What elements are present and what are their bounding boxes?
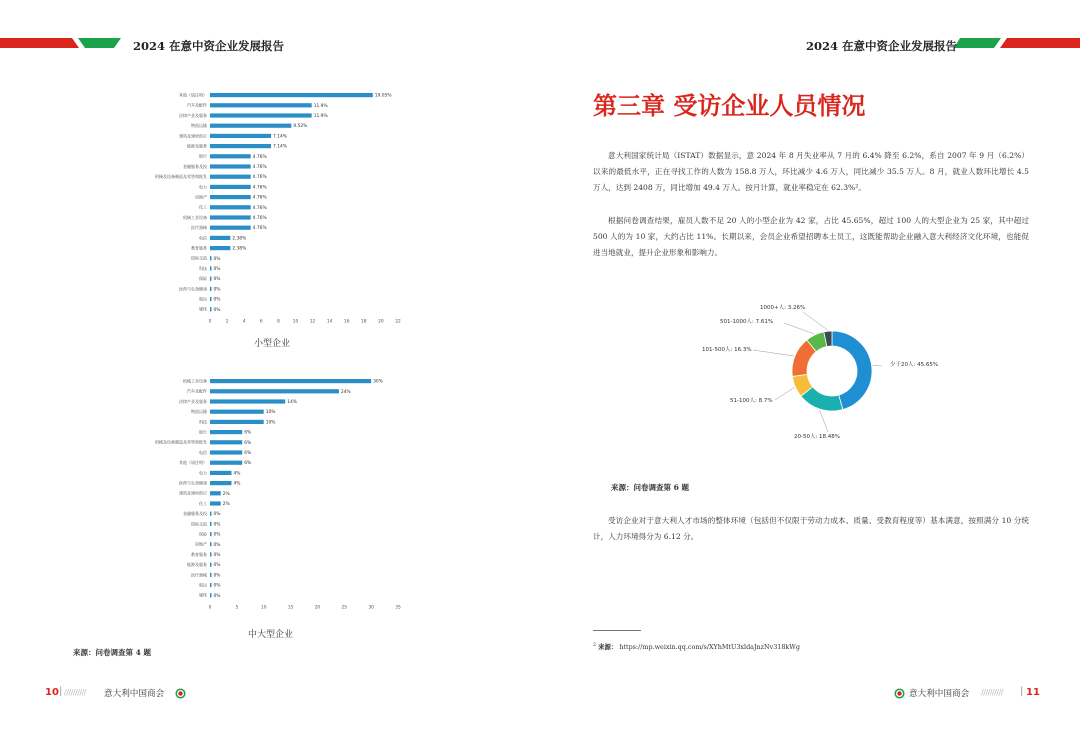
small-chart-bar [210, 113, 312, 117]
right-footer-emblem-icon [894, 688, 905, 699]
large-chart-x-tick-label: 35 [395, 605, 401, 611]
large-chart-value-label: 6% [244, 430, 252, 436]
footnote-mark: 2 [593, 642, 597, 648]
footnote-label: 来源： [598, 643, 618, 651]
large-chart-bar [210, 389, 339, 393]
small-chart-category-label: 电信 [199, 235, 207, 241]
large-chart-value-label: 0% [213, 532, 221, 538]
small-chart-value-label: 4.76% [252, 154, 267, 160]
large-chart-x-tick-label: 5 [235, 605, 239, 611]
small-chart-category-label: 建筑及建材供应 [179, 133, 207, 139]
left-footer-logo-text: 意大利中国商会 [104, 689, 165, 699]
donut-leader-line [753, 350, 794, 356]
small-chart-bar [210, 154, 251, 158]
chapter-title: 第三章 受访企业人员情况 [593, 91, 866, 120]
small-chart-x-tick-label: 6 [259, 319, 263, 325]
small-chart-bar [210, 185, 251, 189]
footnote [593, 642, 800, 651]
small-chart-category-label: 医疗器械 [191, 225, 207, 231]
small-chart-value-label: 9.52% [293, 124, 308, 130]
large-chart-category-label: 媒体 [199, 592, 207, 598]
right-page-number: 11 [1026, 687, 1040, 698]
large-chart-value-label: 6% [244, 451, 252, 456]
small-chart-bar [210, 134, 271, 138]
small-chart-value-label: 0% [213, 277, 221, 283]
large-chart-category-label: 国际交流 [191, 521, 207, 527]
small-chart-category-label: 国际交流 [191, 255, 207, 261]
header-title-right: 2024 在意中资企业发展报告 [806, 39, 958, 53]
small-chart-bar [210, 287, 212, 291]
right-source-note: 来源：问卷调查第 6 题 [611, 483, 689, 492]
large-chart-category-label: 金融服务及投 [183, 511, 207, 517]
large-chart-bar [210, 563, 212, 567]
paragraph-survey-results: 根据问卷调查结果，雇员人数不足 20 人的小型企业为 42 家，占比 45.65%，超过 100 人的大型企业为 25 家，其中超过 500 人的为 10 家，大约占比 11%。长期以来，会员企业希望招聘本土员工，这既能帮助企业融入意大利经济文化环境，也能促进当地就业，提升企业形象和影响力。 [593, 216, 1029, 258]
large-chart-bar [210, 532, 212, 536]
header-title-left: 2024 在意中资企业发展报告 [133, 39, 285, 53]
small-chart-category-label: 机械工业设备 [183, 214, 207, 220]
large-chart-value-label: 24% [340, 389, 351, 395]
donut-slice-label: 101-500人: 16.3% [702, 347, 752, 353]
large-chart-category-label: 教育服务 [191, 551, 207, 557]
large-chart-x-tick-label: 20 [314, 605, 321, 611]
large-chart-value-label: 0% [213, 573, 221, 579]
small-chart-value-label: 0% [213, 297, 221, 303]
large-chart-value-label: 10% [265, 420, 276, 426]
small-enterprise-caption: 小型企业 [254, 339, 291, 349]
small-chart-x-tick-label: 12 [309, 319, 316, 325]
small-chart-value-label: 4.76% [252, 216, 267, 221]
large-chart-bar [210, 450, 242, 454]
small-chart-category-label: 房地产 [195, 194, 207, 200]
large-chart-category-label: 医药与生命健康 [179, 480, 207, 486]
right-footer-separator: | [1020, 686, 1024, 697]
small-chart-bar [210, 297, 212, 301]
large-chart-value-label: 4% [233, 481, 241, 487]
large-chart-category-label: 科技 [199, 419, 207, 425]
small-chart-value-label: 7.14% [273, 134, 287, 140]
large-chart-bar [210, 410, 264, 414]
paragraph-unemployment: 意大利国家统计局（ISTAT）数据显示，意 2024 年 8 月失业率从 7 月的 6.4% 降至 6.2%，系自 2007 年 9 月（6.2%）以来的最低水平，正在寻找工作的人数为 158.8 万人，环比减少 4.6 万人，同比减少 35.5 万人。8 月，就业人数环比增长 4.5 万人，达到 2408 万，同比增加 49.4 万人。按月计算，就业率稳定在 62.3%²。 [593, 151, 1029, 193]
small-chart-bar [210, 205, 251, 209]
small-chart-x-tick-label: 16 [343, 319, 350, 325]
small-chart-bar [210, 277, 212, 281]
small-chart-category-label: 法律产业及服务 [179, 112, 207, 118]
large-chart-value-label: 10% [265, 410, 276, 416]
large-chart-category-label: 医疗器械 [191, 572, 207, 578]
small-chart-bar [210, 307, 212, 311]
large-chart-bar [210, 593, 212, 597]
large-chart-x-tick-label: 10 [260, 605, 267, 611]
small-chart-value-label: 4.76% [252, 165, 267, 170]
small-chart-x-tick-label: 20 [378, 319, 384, 325]
small-chart-x-tick-label: 18 [361, 319, 367, 325]
large-chart-category-label: 电信 [199, 449, 207, 455]
large-chart-bar [210, 501, 221, 505]
small-chart-value-label: 4.76% [252, 175, 267, 181]
small-chart-value-label: 4.76% [252, 226, 267, 232]
large-chart-category-label: 保险 [199, 531, 207, 537]
large-chart-value-label: 2% [222, 502, 230, 507]
large-chart-category-label: 法律产业及服务 [179, 398, 207, 404]
large-chart-x-tick-label: 30 [368, 605, 374, 611]
small-chart-bar [210, 175, 251, 179]
small-chart-category-label: 能源及服务 [187, 143, 207, 149]
right-footer-slashes: ////////// [981, 688, 1003, 697]
large-chart-bar [210, 491, 221, 495]
small-chart-category-label: 媒体 [199, 306, 207, 312]
small-chart-bar [210, 256, 212, 260]
left-page-number: 10 [45, 687, 59, 698]
small-chart-value-label: 2.38% [232, 246, 247, 252]
small-chart-x-tick-label: 0 [208, 319, 212, 325]
large-chart-value-label: 0% [213, 553, 221, 558]
large-chart-category-label: 汽车及配件 [187, 388, 207, 394]
small-chart-category-label: 机械及设备制造及零售和批发 [155, 174, 207, 180]
large-chart-x-tick-label: 0 [208, 605, 212, 611]
header-green-stripe [78, 38, 121, 48]
left-footer-slashes: ////////// [64, 688, 86, 697]
small-chart-category-label: 其他（请注明） [179, 92, 207, 98]
right-page [540, 0, 1080, 737]
large-chart-value-label: 0% [213, 512, 221, 518]
large-chart-bar [210, 512, 212, 516]
large-chart-bar [210, 471, 231, 475]
small-chart-x-tick-label: 14 [326, 319, 333, 325]
large-chart-bar [210, 440, 242, 444]
footnote-link[interactable]: https://mp.weixin.qq.com/s/XYhMtU3xldaJnzNv318kWg [619, 643, 800, 651]
small-chart-value-label: 0% [213, 267, 221, 272]
large-chart-value-label: 14% [287, 400, 297, 405]
left-footer-emblem-icon [175, 688, 186, 699]
large-chart-category-label: 建筑及建材供应 [179, 490, 207, 496]
small-chart-category-label: 银行 [199, 153, 207, 159]
small-chart-value-label: 0% [213, 307, 221, 313]
small-chart-bar [210, 103, 312, 107]
large-enterprise-bar-chart [60, 373, 420, 613]
large-chart-bar [210, 399, 285, 403]
large-chart-category-label: 化工 [199, 500, 207, 506]
large-chart-value-label: 2% [222, 491, 230, 497]
large-chart-bar [210, 430, 242, 434]
large-chart-value-label: 0% [213, 522, 221, 528]
small-chart-bar [210, 266, 212, 270]
large-chart-category-label: 能源及服务 [187, 562, 207, 568]
large-chart-category-label: 其他（请注明） [179, 460, 207, 466]
small-chart-category-label: 科技 [199, 265, 207, 271]
small-chart-bar [210, 144, 271, 148]
header-green-stripe-right [954, 38, 1001, 48]
small-chart-x-tick-label: 10 [292, 319, 299, 325]
donut-leader-line [803, 312, 828, 330]
large-chart-category-label: 电力 [199, 470, 207, 476]
small-chart-value-label: 0% [213, 256, 221, 262]
donut-leader-line [775, 387, 794, 400]
small-chart-category-label: 汽车及配件 [187, 102, 207, 108]
small-chart-bar [210, 124, 291, 128]
large-chart-bar [210, 552, 212, 556]
donut-leader-line [873, 365, 882, 366]
small-chart-category-label: 教育服务 [191, 245, 207, 251]
large-chart-category-label: 机械工业设备 [183, 378, 207, 384]
small-chart-category-label: 物流运输 [191, 123, 207, 129]
large-chart-bar [210, 420, 264, 424]
left-footer-separator: | [59, 686, 63, 697]
footnote-rule [593, 630, 641, 631]
small-chart-value-label: 4.76% [252, 195, 267, 201]
large-chart-category-label: 房地产 [195, 541, 207, 547]
left-source-note: 来源：问卷调查第 4 题 [73, 648, 151, 657]
large-chart-category-label: 航运 [199, 582, 207, 588]
small-chart-category-label: 保险 [199, 276, 207, 282]
small-chart-value-label: 4.76% [252, 185, 267, 191]
large-chart-x-tick-label: 15 [287, 605, 294, 611]
header-red-stripe-right [1000, 38, 1080, 48]
donut-slice-label: 501-1000人: 7.61% [720, 319, 774, 325]
small-chart-value-label: 7.14% [273, 144, 287, 150]
paragraph-talent-market: 受访企业对于意大利人才市场的整体环境（包括但不仅限于劳动力成本、质量、受教育程度等）基本满意，按照满分 10 分统计，人力环境得分为 6.12 分。 [593, 516, 1029, 542]
large-chart-x-tick-label: 25 [341, 605, 348, 611]
small-enterprise-bar-chart [60, 87, 420, 327]
donut-slice-label: 1000+人: 3.26% [760, 305, 806, 311]
employee-size-donut-chart [660, 293, 980, 463]
small-chart-value-label: 4.76% [252, 205, 267, 211]
large-chart-bar [210, 481, 231, 485]
small-chart-category-label: 化工 [199, 204, 207, 210]
large-chart-value-label: 0% [213, 593, 221, 599]
small-chart-bar [210, 215, 251, 219]
small-chart-bar [210, 195, 251, 199]
small-chart-bar [210, 164, 251, 168]
right-footer-logo-text: 意大利中国商会 [909, 689, 970, 699]
large-chart-bar [210, 573, 212, 577]
small-chart-x-tick-label: 4 [242, 319, 246, 325]
small-chart-category-label: 航运 [199, 296, 207, 302]
donut-slice-label: 51-100人: 8.7% [730, 398, 773, 404]
small-chart-value-label: 2.38% [232, 236, 247, 242]
small-chart-category-label: 金融服务及投 [183, 163, 207, 169]
small-chart-value-label: 11.9% [313, 114, 328, 119]
large-chart-value-label: 6% [244, 440, 252, 446]
large-chart-bar [210, 522, 212, 526]
donut-leader-line [784, 323, 814, 334]
large-chart-value-label: 0% [213, 583, 221, 589]
donut-slice-label: 20-50人: 18.48% [793, 434, 841, 440]
small-chart-x-tick-label: 22 [395, 319, 401, 325]
large-chart-category-label: 物流运输 [191, 409, 207, 415]
header-red-stripe [0, 38, 79, 48]
small-chart-category-label: 电力 [199, 184, 207, 190]
large-chart-category-label: 机械及设备制造及零售和批发 [155, 439, 207, 445]
donut-leader-line [820, 410, 828, 432]
large-chart-value-label: 0% [213, 542, 221, 548]
large-chart-value-label: 6% [244, 461, 252, 467]
large-chart-category-label: 银行 [199, 429, 207, 435]
small-chart-value-label: 0% [213, 287, 221, 293]
small-chart-bar [210, 236, 230, 240]
donut-slice-label: 少于20人: 45.65% [890, 362, 939, 368]
small-chart-value-label: 11.9% [313, 103, 328, 109]
small-chart-value-label: 19.05% [374, 93, 392, 99]
small-chart-bar [210, 93, 373, 97]
large-chart-bar [210, 461, 242, 465]
small-chart-category-label: 医药与生命健康 [179, 286, 207, 292]
large-enterprise-caption: 中大型企业 [248, 630, 294, 640]
large-chart-value-label: 0% [213, 563, 221, 569]
large-chart-bar [210, 379, 371, 383]
small-chart-x-tick-label: 8 [276, 319, 280, 325]
large-chart-bar [210, 542, 212, 546]
large-chart-value-label: 4% [233, 471, 241, 477]
large-chart-value-label: 30% [373, 379, 383, 385]
small-chart-bar [210, 226, 251, 230]
large-chart-bar [210, 583, 212, 587]
small-chart-bar [210, 246, 230, 250]
small-chart-x-tick-label: 2 [225, 319, 229, 325]
